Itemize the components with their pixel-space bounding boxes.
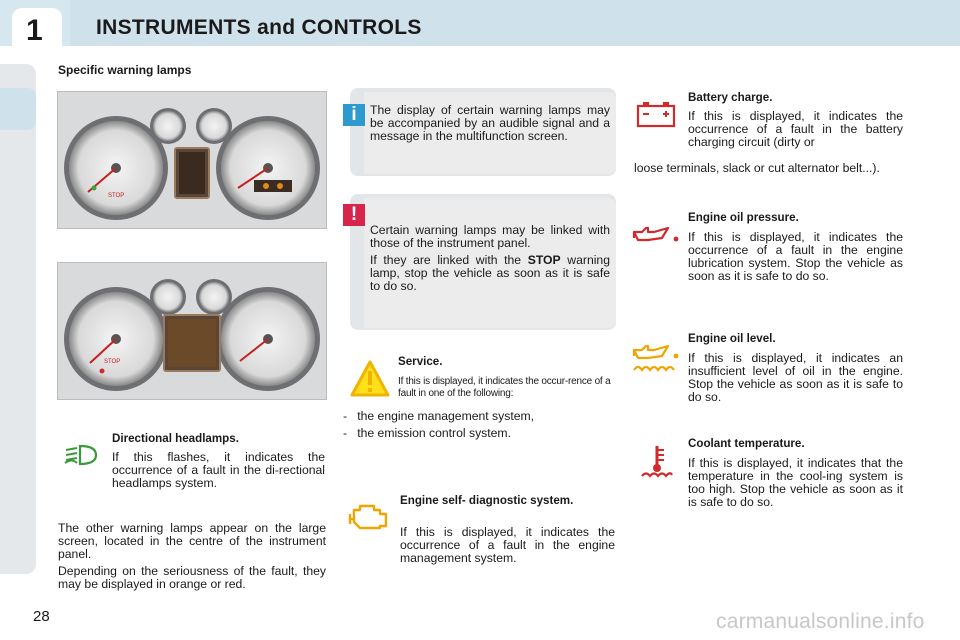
directional-headlamp-icon bbox=[64, 444, 98, 471]
battery-charge-title: Battery charge. bbox=[688, 91, 773, 104]
stop-emphasis: STOP bbox=[527, 253, 561, 267]
battery-icon bbox=[636, 100, 676, 133]
engine-oil-level-title: Engine oil level. bbox=[688, 332, 776, 345]
service-text: If this is displayed, it indicates the occur-rence of a fault in one of the following: bbox=[398, 376, 611, 399]
other-lamps-paragraph-2: Depending on the seriousness of the fault, they may be displayed in orange or red. bbox=[58, 564, 326, 591]
service-list-item: - the engine management system, bbox=[343, 409, 535, 423]
engine-oil-pressure-text: If this is displayed, it indicates the occurrence of a fault in the engine lubrication system. Stop the vehicle as soon as it is safe to do so. bbox=[688, 230, 903, 283]
battery-charge-text-a: If this is displayed, it indicates the occurrence of a fault in the battery charging circuit (dirty or bbox=[688, 109, 903, 149]
engine-self-diagnostic-text: If this is displayed, it indicates the occurrence of a fault in the engine management system. bbox=[400, 525, 615, 565]
service-warning-triangle-icon bbox=[350, 360, 390, 403]
left-rail bbox=[0, 64, 36, 574]
warning-note-box bbox=[350, 194, 616, 330]
instrument-cluster-image-top bbox=[57, 91, 327, 229]
coolant-temperature-text: If this is displayed, it indicates that the temperature in the cool-ing system is too high. Stop the vehicle as soon as it is safe to do so. bbox=[688, 456, 903, 509]
chapter-number: 1 bbox=[26, 14, 43, 47]
info-icon: i bbox=[343, 104, 365, 126]
engine-self-diagnostic-icon bbox=[348, 500, 390, 537]
instrument-cluster-image-bottom bbox=[57, 262, 327, 400]
directional-headlamps-text: If this flashes, it indicates the occurrence of a fault in the di-rectional headlamps system. bbox=[112, 450, 325, 490]
oil-level-icon bbox=[632, 344, 680, 381]
engine-oil-pressure-title: Engine oil pressure. bbox=[688, 211, 799, 224]
engine-self-diagnostic-title: Engine self- diagnostic system. bbox=[400, 494, 574, 507]
service-list-item: - the emission control system. bbox=[343, 426, 511, 440]
cluster-top-stop-label: STOP bbox=[108, 193, 125, 199]
warning-exclamation-icon: ! bbox=[343, 204, 365, 226]
cluster-bottom-stop-label: STOP bbox=[104, 359, 121, 365]
other-lamps-paragraph-1: The other warning lamps appear on the large screen, located in the centre of the instrument panel. bbox=[58, 521, 326, 561]
warning-note-text-2: If they are linked with the STOP warning lamp, stop the vehicle as soon as it is safe to do so. bbox=[370, 253, 610, 293]
battery-charge-text-b: loose terminals, slack or cut alternator belt...). bbox=[634, 161, 880, 175]
watermark: carmanualsonline.info bbox=[716, 610, 925, 633]
info-note-box bbox=[350, 88, 616, 176]
section-title: Specific warning lamps bbox=[58, 63, 192, 77]
left-rail-tab bbox=[0, 88, 36, 130]
coolant-temperature-icon bbox=[640, 444, 674, 485]
warning-note-text-1: Certain warning lamps may be linked with those of the instrument panel. bbox=[370, 223, 610, 250]
engine-oil-level-text: If this is displayed, it indicates an insufficient level of oil in the engine. Stop the vehicle as soon as it is safe to do so. bbox=[688, 351, 903, 404]
page-title: INSTRUMENTS and CONTROLS bbox=[96, 16, 422, 39]
info-note-text: The display of certain warning lamps may be accompanied by an audible signal and a message in the multifunction screen. bbox=[370, 103, 610, 143]
service-title: Service. bbox=[398, 355, 443, 368]
page-number: 28 bbox=[33, 608, 50, 625]
oil-pressure-icon bbox=[632, 224, 680, 251]
directional-headlamps-title: Directional headlamps. bbox=[112, 432, 239, 445]
coolant-temperature-title: Coolant temperature. bbox=[688, 437, 805, 450]
